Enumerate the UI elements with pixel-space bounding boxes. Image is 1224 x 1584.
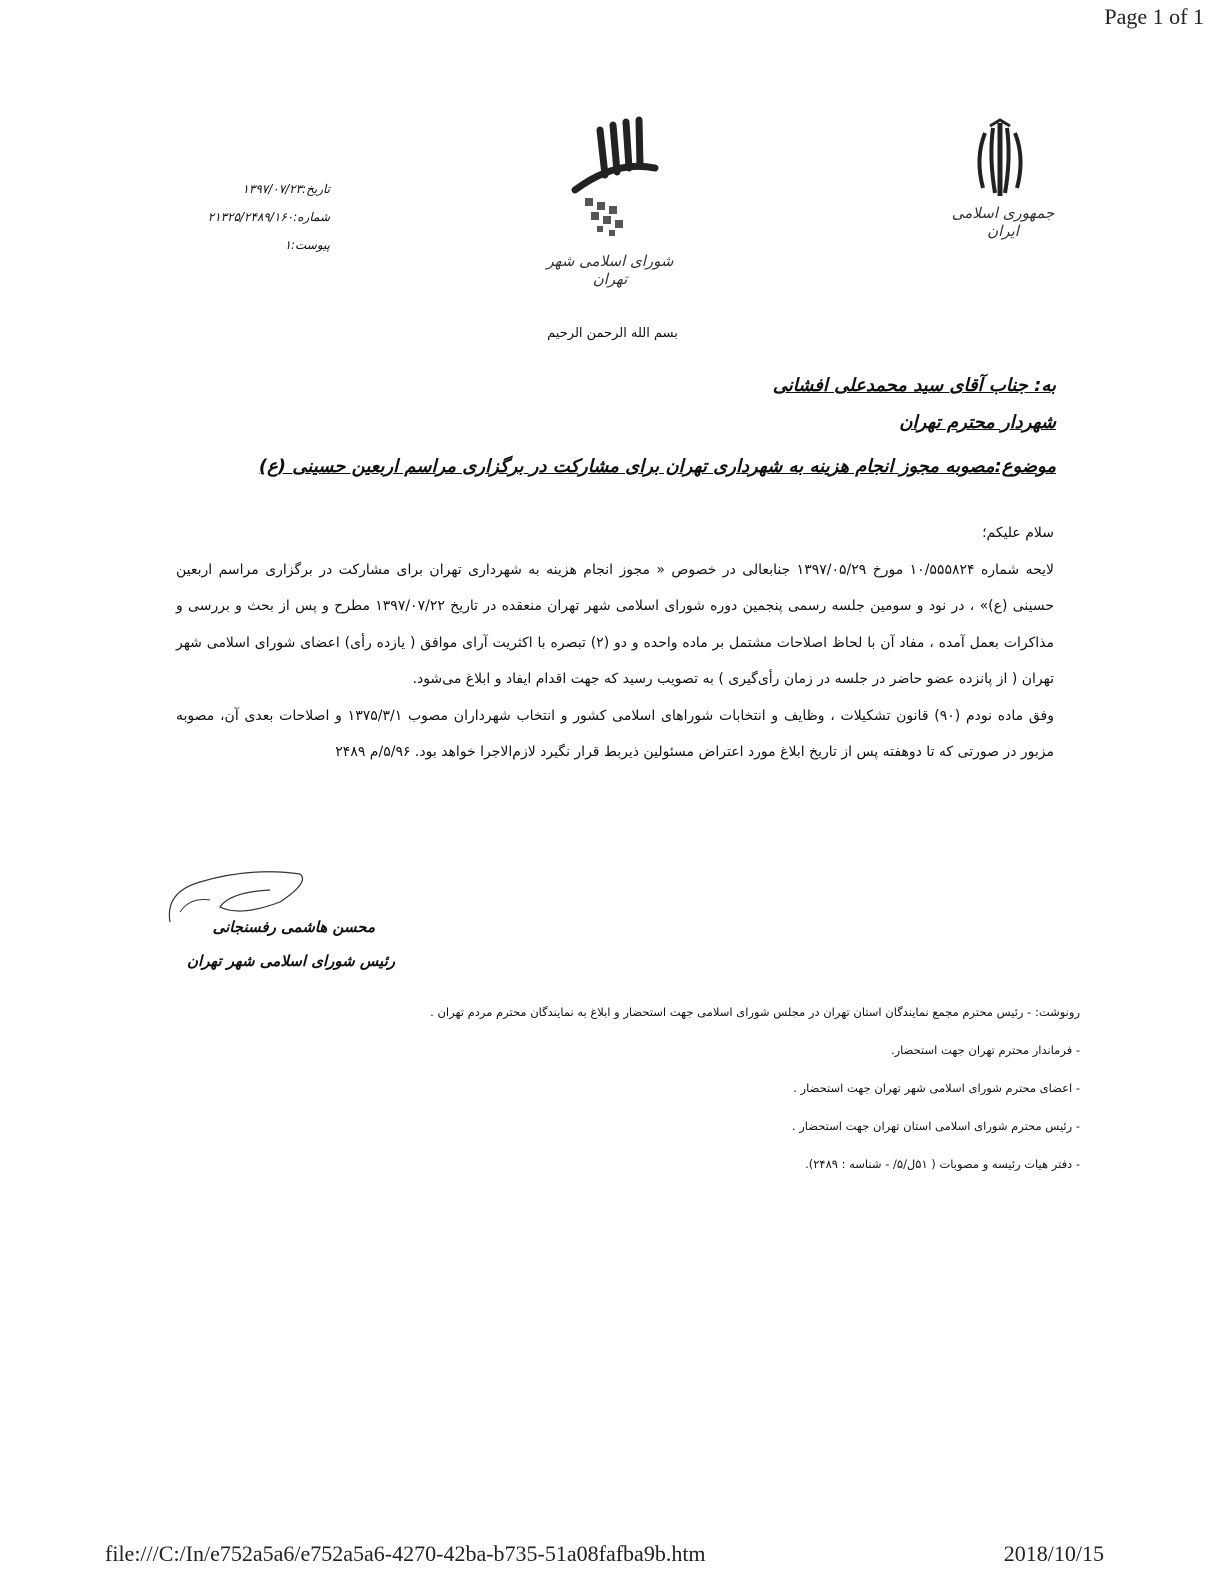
bismillah: بسم الله الرحمن الرحیم — [547, 326, 678, 341]
file-path: file:///C:/In/e752a5a6/e752a5a6-4270-42ba-b735-51a08fafba9b.htm — [105, 1541, 706, 1566]
signer-title: رئیس شورای اسلامی شهر تهران — [187, 952, 395, 970]
subject-line: موضوع:مصوبه مجوز انجام هزینه به شهرداری تهران برای مشارکت در برگزاری مراسم اربعین حسینی (ع) — [258, 456, 1056, 477]
emblem-label: جمهوری اسلامی ایران — [951, 204, 1055, 240]
letter-date: تاریخ:۱۳۹۷/۰۷/۲۳ — [242, 182, 330, 196]
cc-item: - رئیس محترم شورای اسلامی استان تهران جهت استحضار . — [791, 1119, 1080, 1133]
cc-item: - اعضای محترم شورای اسلامی شهر تهران جهت استحضار . — [793, 1081, 1080, 1095]
greeting: سلام علیکم؛ — [982, 525, 1054, 541]
letter-attachment: پیوست:۱ — [284, 238, 330, 252]
paragraph-1: لایحه شماره ۱۰/۵۵۵۸۲۴ مورخ ۱۳۹۷/۰۵/۲۹ جنابعالی در خصوص « مجوز انجام هزینه به شهرداری تهران برای مشارکت در برگزاری مراسم اربعین حسینی (ع)» ، در نود و سومین جلسه رسمی پنجمین دوره شورای اسلامی شهر تهران منعقده در تاریخ ۱۳۹۷/۰۷/۲۲ مطرح و پس از بحث و بررسی و مذاکرات بعمل آمده ، مفاد آن با لحاظ اصلاحات مشتمل بر ماده واحده و دو (۲) تبصره با اکثریت آرای موافق ( یازده رأی) اعضای شورای اسلامی شهر تهران ( از پانزده عضو حاضر در جلسه در زمان رأی‌گیری ) به تصویب رسید که جهت اقدام ایفاد و ابلاغ می‌شود. — [176, 561, 1055, 687]
print-date: 2018/10/15 — [1003, 1541, 1104, 1566]
paragraph-2: وفق ماده نودم (۹۰) قانون تشکیلات ، وظایف و انتخابات شوراهای اسلامی کشور و انتخاب شهرداران مصوب ۱۳۷۵/۳/۱ و اصلاحات بعدی آن، مصوبه مزبور در صورتی که تا دوهفته پس از تاریخ ابلاغ مورد اعتراض مسئولین ذیربط قرار نگیرد لازم‌الاجرا خواهد بود. ۵/۹۶/م ۲۴۸۹ — [176, 707, 1054, 760]
signer-name: محسن هاشمی رفسنجانی — [212, 918, 375, 936]
cc-item: رونوشت: - رئیس محترم مجمع نمایندگان استان تهران در مجلس شورای اسلامی جهت استحضار و ابلاغ به نمایندگان محترم مردم تهران . — [430, 1005, 1080, 1019]
cc-list — [350, 1005, 1080, 1195]
cc-item: - دفتر هیات رئیسه و مصوبات ( ۵۱ل/۵/ - شناسه : ۲۴۸۹). — [805, 1157, 1080, 1171]
letter-number: شماره:۲۱۳۲۵/۲۴۸۹/۱۶۰ — [207, 210, 330, 224]
letter-meta — [150, 182, 330, 266]
council-logo-icon — [555, 110, 675, 260]
recipient-line: به: جناب آقای سید محمدعلی افشانی — [772, 375, 1056, 396]
cc-item: - فرماندار محترم تهران جهت استحضار. — [890, 1043, 1080, 1057]
page-indicator: Page 1 of 1 — [1104, 4, 1204, 29]
letter-body — [176, 515, 1054, 771]
council-label: شورای اسلامی شهر تهران — [546, 252, 674, 288]
recipient-title: شهردار محترم تهران — [899, 412, 1056, 433]
